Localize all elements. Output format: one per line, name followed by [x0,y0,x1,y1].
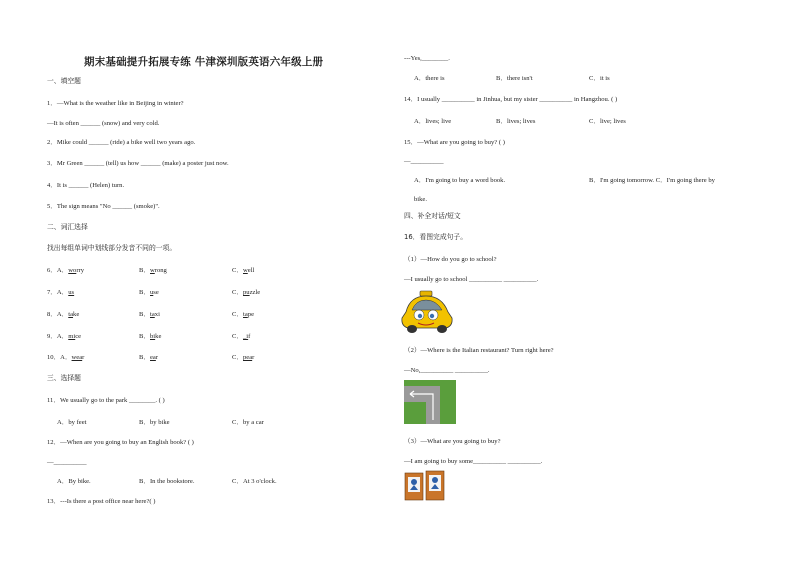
vocab-rest: r [155,354,159,361]
vocab-rest: ke [155,333,162,340]
question-14-option-b: B．lives; lives [496,118,536,125]
question-14-option-a: A．lives; live [414,118,452,125]
question-15: 15．—What are you going to buy? ( ) [404,139,505,146]
question-12-blank: —__________ [47,459,87,466]
vocab-rest: ell [247,267,255,274]
vocab-underline: wo [68,267,77,274]
section-vocab-heading: 二、词汇选择 [47,223,88,231]
vocab-underline: _i [243,333,249,340]
question-12-option-c: C．At 3 o'clock. [232,478,277,485]
question-1b: —It is often ______ (snow) and very cold. [47,120,160,127]
vocab-num: 7．A． [47,289,69,296]
question-13-answer: ---Yes,________. [404,55,450,62]
vocab-option-b: B． [139,333,150,340]
vocab-rest: pe [247,311,254,318]
vocab-rest: r [252,354,255,361]
vocab-underline: u [150,289,154,296]
question-13-option-b: B．there isn't [496,75,533,82]
question-16-1-q: （1）—How do you go to school? [404,256,497,263]
question-13-option-c: C．it is [589,75,610,82]
question-12-option-a: A．By bike. [57,478,91,485]
vocab-rest: zzle [249,289,261,296]
vocab-option-c: C． [232,289,243,296]
question-12: 12．—When are you going to buy an English book? ( ) [47,439,194,446]
question-13-option-a: A．there is [414,75,445,82]
vocab-underline: ea [150,354,156,361]
vocab-num: 6．A． [47,267,69,274]
question-2: 2．Mike could ______ (ride) a bike well two years ago. [47,139,196,146]
vocab-rest: xi [154,311,160,318]
section-choice-heading: 三、选择题 [47,374,81,382]
vocab-option-b: B． [139,267,150,274]
vocab-num: 9．A． [47,333,69,340]
vocab-underline: wea [71,354,83,361]
vocab-underline: w [243,267,248,274]
road-turn-picture [404,380,456,424]
page-title: 期末基础提升拓展专练 牛津深圳版英语六年级上册 [84,56,324,68]
vocab-rest: rry [76,267,85,274]
question-15-option-b-cont: bike. [414,196,428,203]
vocab-option-c: C． [232,311,243,318]
vocab-num: 10．A． [47,354,72,361]
vocab-rest: ce [75,333,82,340]
books-picture [404,470,446,502]
question-13: 13．---Is there a post office near here?( ) [47,498,156,505]
vocab-option-c: C． [232,333,243,340]
vocab-option-b: B． [139,289,150,296]
vocab-underline: pea [243,354,253,361]
vocab-underline: us [68,289,75,296]
question-11-option-b: B．by bike [139,419,170,426]
question-1a: 1．—What is the weather like in Beijing in winter? [47,100,184,107]
question-16-3-a: —I am going to buy some__________ __________. [404,458,543,465]
vocab-rest: r [82,354,85,361]
vocab-rest: f [248,333,251,340]
vocab-option-b: B． [139,311,150,318]
section-dialog-heading: 四、补全对话/短文 [404,212,461,220]
vocab-underline: pu [243,289,250,296]
question-11-option-c: C．by a car [232,419,264,426]
question-11-option-a: A．by feet [57,419,87,426]
vocab-rest: se [153,289,159,296]
vocab-option-b: B． [139,354,150,361]
vocab-underline: mi [68,333,76,340]
question-16-3-q: （3）—What are you going to buy? [404,438,501,445]
question-16-2-a: —No,__________ __________. [404,367,490,374]
question-16-2-q: （2）—Where is the Italian restaurant? Turn right here? [404,347,554,354]
question-14-option-c: C．live; lives [589,118,626,125]
vocab-rest: rong [154,267,167,274]
question-16-1-a: —I usually go to school __________ __________. [404,276,539,283]
vocab-option-c: C． [232,267,243,274]
question-4: 4．It is ______ (Helen) turn. [47,182,125,189]
vocab-underline: ta [243,311,248,318]
question-3: 3．Mr Green ______ (tell) us how ______ (make) a poster just now. [47,160,229,167]
vocab-underline: w [150,267,155,274]
section-vocab-instruction: 找出每组单词中划线部分发音不同的一项。 [47,244,177,252]
vocab-rest: ke [73,311,80,318]
question-5: 5．The sign means "No ______ (smoke)". [47,203,160,210]
question-15-option-a: A．I'm going to buy a word book. [414,177,506,184]
vocab-option-c: C． [232,354,243,361]
section-fill-heading: 一、填空题 [47,77,81,85]
vocab-num: 8．A． [47,311,69,318]
taxi-icon [398,288,456,336]
question-15-blank: —__________ [404,158,444,165]
question-14: 14．I usually __________ in Jinhua, but my sister __________ in Hangzhou. ( ) [404,96,618,103]
question-15-option-b: B．I'm going tomorrow. C．I'm going there by [589,177,715,184]
taxi-picture [398,288,456,336]
question-16: 16．看图完成句子。 [404,233,468,241]
vocab-underline: ta [68,311,74,318]
turn-left-map-icon [404,380,456,424]
books-icon [404,470,446,502]
question-12-option-b: B．In the bookstore. [139,478,195,485]
vocab-underline: ta [150,311,155,318]
question-11: 11．We usually go to the park ________. ( ) [47,397,165,404]
vocab-underline: bi [150,333,156,340]
